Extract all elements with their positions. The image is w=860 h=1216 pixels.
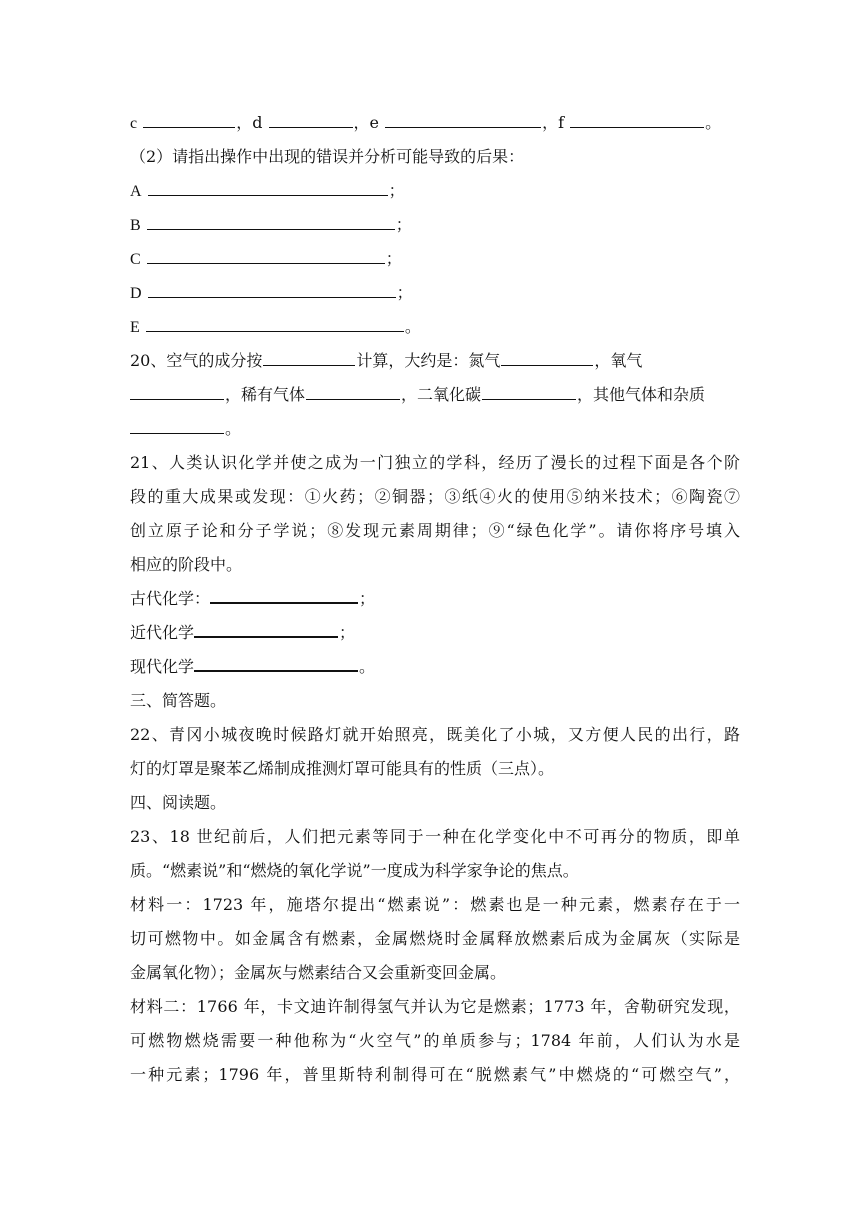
q23-line1: 23、18 世纪前后，人们把元素等同于一种在化学变化中不可再分的物质，即单 <box>130 827 740 846</box>
q21-line4: 相应的阶段中。 <box>130 555 243 574</box>
blank-label-d: ，d <box>236 113 263 132</box>
item-end: ； <box>385 249 402 268</box>
q20-text-2: 计算，大约是：氮气 <box>356 351 501 370</box>
item-label: E <box>130 319 140 336</box>
q20-blank-oxygen[interactable] <box>130 381 224 400</box>
q20-text-3: ，氧气 <box>594 351 643 370</box>
q21-line1: 21、人类认识化学并使之成为一门独立的学科，经历了漫长的过程下面是各个阶 <box>130 453 740 472</box>
material1-line3: 金属氧化物）；金属灰与燃素结合又会重新变回金属。 <box>130 963 507 982</box>
q20-text-4: ，稀有气体 <box>225 385 306 404</box>
q19-part1-blanks <box>130 106 740 141</box>
q20-text-1: 20、空气的成分按 <box>130 351 263 370</box>
blank-label-f: ，f <box>542 113 565 132</box>
q19-item-e <box>130 310 740 345</box>
q20-blank-co2[interactable] <box>482 381 576 400</box>
q20-text-6: ，其他气体和杂质 <box>577 385 706 404</box>
q20-text-7: 。 <box>225 419 242 438</box>
material1-line2: 切可燃物中。如金属含有燃素，金属燃烧时金属释放燃素后成为金属灰（实际是 <box>130 929 740 948</box>
q20-line3 <box>130 412 740 446</box>
q21-modern <box>130 616 740 650</box>
q19-item-d <box>130 276 740 311</box>
answer-blank-e2[interactable] <box>146 313 404 332</box>
q22-line1: 22、青冈小城夜晚时候路灯就开始照亮，既美化了小城，又方便人民的出行，路 <box>130 725 740 744</box>
material2-line1: 材料二：1766 年，卡文迪许制得氢气并认为它是燃素；1773 年，舍勒研究发现， <box>130 997 740 1016</box>
modern-blank[interactable] <box>194 618 338 638</box>
answer-blank-a[interactable] <box>148 177 388 196</box>
modern-label: 近代化学 <box>130 623 195 642</box>
item-end: 。 <box>404 317 421 336</box>
material1-line1: 材料一：1723 年，施塔尔提出“燃素说”：燃素也是一种元素，燃素存在于一 <box>130 895 740 914</box>
q20-blank-other[interactable] <box>130 415 224 434</box>
answer-blank-f[interactable] <box>570 109 704 128</box>
q20-blank-noble-gas[interactable] <box>306 381 400 400</box>
q19-item-c <box>130 242 740 277</box>
section-heading-short-answer: 三、简答题。 <box>130 691 227 710</box>
line-end-punct: 。 <box>705 113 722 132</box>
answer-blank-c[interactable] <box>143 109 235 128</box>
answer-blank-c2[interactable] <box>147 245 385 264</box>
q21-contemporary <box>130 650 740 684</box>
ancient-label: 古代化学： <box>130 589 211 608</box>
answer-blank-b[interactable] <box>147 211 395 230</box>
q23-line2: 质。“燃素说”和“燃烧的氧化学说”一度成为科学家争论的焦点。 <box>130 861 579 880</box>
item-end: ； <box>395 215 412 234</box>
answer-blank-e[interactable] <box>385 109 541 128</box>
item-label: A <box>130 183 142 200</box>
q20-line1 <box>130 344 740 378</box>
section-heading-reading: 四、阅读题。 <box>130 793 227 812</box>
material2-line2: 可燃物燃烧需要一种他称为“火空气”的单质参与；1784 年前，人们认为水是 <box>130 1031 740 1050</box>
q19-item-b <box>130 208 740 243</box>
ancient-blank[interactable] <box>210 584 358 604</box>
item-end: ； <box>396 283 413 302</box>
q20-line2 <box>130 378 740 412</box>
q21-line3: 创立原子论和分子学说；⑧发现元素周期律；⑨“绿色化学”。请你将序号填入 <box>130 521 740 540</box>
q20-text-5: ，二氧化碳 <box>401 385 482 404</box>
item-label: D <box>130 285 142 302</box>
blank-label-e: ，e <box>353 113 380 132</box>
q21-line2: 段的重大成果或发现：①火药；②铜器；③纸④火的使用⑤纳米技术；⑥陶瓷⑦ <box>130 487 740 506</box>
modern-end: ； <box>339 623 356 642</box>
material2-line3: 一种元素；1796 年，普里斯特利制得可在“脱燃素气”中燃烧的“可燃空气”， <box>130 1065 740 1084</box>
q19-item-a <box>130 174 740 209</box>
item-end: ； <box>388 181 405 200</box>
answer-blank-d[interactable] <box>269 109 353 128</box>
contemporary-blank[interactable] <box>194 652 358 672</box>
item-label: B <box>130 217 141 234</box>
contemporary-label: 现代化学 <box>130 657 195 676</box>
q22-line2: 灯的灯罩是聚苯乙烯制成推测灯罩可能具有的性质（三点）。 <box>130 759 555 778</box>
q21-ancient <box>130 582 740 616</box>
item-label: C <box>130 251 141 268</box>
q20-blank-nitrogen[interactable] <box>501 347 593 366</box>
ancient-end: ； <box>359 589 376 608</box>
q20-blank-basis[interactable] <box>263 347 355 366</box>
q19-part2-prompt: （2）请指出操作中出现的错误并分析可能导致的后果： <box>130 147 525 166</box>
blank-label-c: c <box>130 115 138 132</box>
contemporary-end: 。 <box>359 657 376 676</box>
answer-blank-d2[interactable] <box>148 279 396 298</box>
